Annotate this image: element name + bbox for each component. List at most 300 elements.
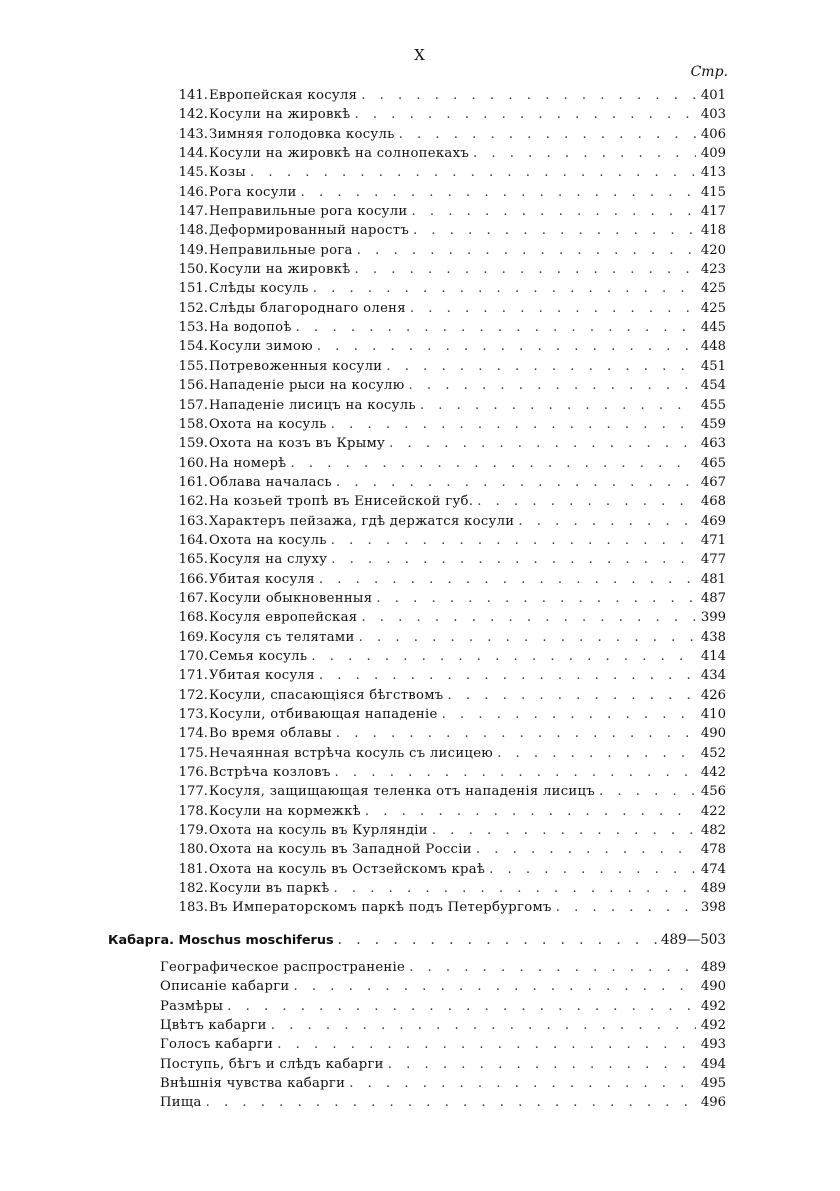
leader-dots bbox=[277, 1035, 696, 1054]
entry-line bbox=[209, 724, 726, 743]
leader-dots bbox=[412, 202, 697, 221]
leader-dots bbox=[497, 744, 696, 763]
entry-line bbox=[160, 977, 726, 996]
entry-number: 151. bbox=[178, 281, 208, 297]
entry-line bbox=[209, 531, 726, 550]
toc-entry bbox=[0, 666, 840, 685]
entry-number: 152. bbox=[178, 300, 208, 316]
subsection-page: 493 bbox=[700, 1037, 726, 1053]
entry-line bbox=[209, 550, 726, 569]
leader-dots bbox=[476, 840, 696, 859]
entry-number: 166. bbox=[178, 571, 208, 587]
subsection-page: 492 bbox=[700, 998, 726, 1014]
entry-number: 162. bbox=[178, 494, 208, 510]
entry-page: 406 bbox=[700, 126, 726, 142]
entry-title: Убитая косуля bbox=[209, 571, 315, 587]
toc-entry bbox=[0, 376, 840, 395]
leader-dots bbox=[313, 279, 696, 298]
entry-number: 146. bbox=[178, 184, 208, 200]
entry-line bbox=[209, 221, 726, 240]
leader-dots bbox=[335, 763, 696, 782]
entry-page: 465 bbox=[700, 455, 726, 471]
entry-line bbox=[209, 202, 726, 221]
subsection-page: 489 bbox=[700, 960, 726, 975]
entry-page: 478 bbox=[700, 842, 726, 858]
entry-title: На водопоѣ bbox=[209, 320, 292, 336]
leader-dots bbox=[355, 260, 696, 279]
entry-title: Неправильные рога bbox=[209, 242, 353, 258]
entry-title: Охота на косуль въ Остзейскомъ краѣ bbox=[209, 861, 486, 877]
entry-title: Косули на жировкѣ bbox=[209, 107, 351, 123]
entry-line bbox=[160, 1035, 726, 1054]
entry-number: 154. bbox=[178, 339, 208, 355]
toc-entry bbox=[0, 492, 840, 511]
entry-title: Рога косули bbox=[209, 184, 297, 200]
leader-dots bbox=[355, 105, 696, 124]
toc-entry bbox=[0, 705, 840, 724]
entry-number: 179. bbox=[178, 823, 208, 839]
entry-title: Во время облавы bbox=[209, 726, 332, 742]
leader-dots bbox=[556, 898, 696, 917]
illustration-list bbox=[0, 86, 840, 918]
leader-dots bbox=[413, 221, 696, 240]
entry-line bbox=[209, 318, 726, 337]
leader-dots bbox=[338, 930, 657, 950]
entry-number: 168. bbox=[178, 610, 208, 626]
entry-title: Охота на козъ въ Крыму bbox=[209, 436, 386, 452]
entry-line bbox=[209, 744, 726, 763]
entry-number: 160. bbox=[178, 455, 208, 471]
entry-line bbox=[209, 840, 726, 859]
entry-line bbox=[209, 686, 726, 705]
entry-page: 481 bbox=[700, 571, 726, 587]
entry-page: 401 bbox=[700, 88, 726, 103]
toc-entry bbox=[0, 337, 840, 356]
entry-line bbox=[209, 512, 726, 531]
entry-number: 169. bbox=[178, 629, 208, 645]
entry-line bbox=[209, 821, 726, 840]
leader-dots bbox=[386, 357, 696, 376]
entry-line bbox=[209, 802, 726, 821]
subsection-list bbox=[0, 958, 840, 1113]
entry-number: 171. bbox=[178, 668, 208, 684]
entry-number: 143. bbox=[178, 126, 208, 142]
leader-dots bbox=[477, 492, 696, 511]
entry-title: Косули на кормежкѣ bbox=[209, 803, 361, 819]
leader-dots bbox=[518, 512, 696, 531]
leader-dots bbox=[359, 628, 696, 647]
entry-line bbox=[209, 260, 726, 279]
leader-dots bbox=[331, 415, 696, 434]
entry-page: 398 bbox=[700, 900, 726, 916]
leader-dots bbox=[409, 958, 696, 977]
leader-dots bbox=[408, 376, 696, 395]
entry-line bbox=[160, 997, 726, 1016]
entry-number: 155. bbox=[178, 358, 208, 374]
entry-number: 182. bbox=[178, 881, 208, 897]
subsection-title: Поступь, бѣгъ и слѣдъ кабарги bbox=[160, 1056, 384, 1072]
subsection-title: Размѣры bbox=[160, 998, 224, 1014]
entry-page: 417 bbox=[700, 204, 726, 220]
toc-entry bbox=[0, 763, 840, 782]
toc-entry bbox=[0, 782, 840, 801]
entry-page: 456 bbox=[700, 784, 726, 800]
entry-page: 445 bbox=[700, 320, 726, 336]
entry-number: 180. bbox=[178, 842, 208, 858]
toc-entry bbox=[0, 183, 840, 202]
leader-dots bbox=[410, 299, 696, 318]
entry-line bbox=[209, 454, 726, 473]
entry-title: Косули въ паркѣ bbox=[209, 881, 330, 897]
toc-entry bbox=[0, 744, 840, 763]
entry-page: 414 bbox=[700, 648, 726, 664]
subsection-entry bbox=[0, 1074, 840, 1093]
toc-entry bbox=[0, 724, 840, 743]
entry-number: 156. bbox=[178, 378, 208, 394]
entry-line bbox=[160, 958, 726, 977]
entry-page: 468 bbox=[700, 494, 726, 510]
entry-title: Охота на косуль bbox=[209, 416, 327, 432]
subsection-title: Пища bbox=[160, 1095, 202, 1111]
leader-dots bbox=[361, 86, 696, 105]
entry-page: 425 bbox=[700, 300, 726, 316]
entry-page: 420 bbox=[700, 242, 726, 258]
entry-page: 422 bbox=[700, 803, 726, 819]
entry-line bbox=[209, 299, 726, 318]
toc-entry bbox=[0, 279, 840, 298]
entry-title: Слѣды благороднаго оленя bbox=[209, 300, 406, 316]
toc-entry bbox=[0, 105, 840, 124]
leader-dots bbox=[333, 879, 696, 898]
entry-page: 425 bbox=[700, 281, 726, 297]
entry-title: Слѣды косуль bbox=[209, 281, 309, 297]
entry-page: 477 bbox=[700, 552, 726, 568]
entry-title: На козьей тропѣ въ Енисейской губ. bbox=[209, 494, 474, 510]
entry-title: Косули обыкновенныя bbox=[209, 590, 373, 606]
leader-dots bbox=[365, 802, 696, 821]
entry-line bbox=[209, 183, 726, 202]
subsection-page: 492 bbox=[700, 1018, 726, 1034]
entry-title: Косули на жировкѣ bbox=[209, 262, 351, 278]
entry-page: 469 bbox=[700, 513, 726, 529]
entry-number: 170. bbox=[178, 648, 208, 664]
leader-dots bbox=[290, 454, 696, 473]
entry-page: 459 bbox=[700, 416, 726, 432]
leader-dots bbox=[420, 396, 696, 415]
toc-entry bbox=[0, 821, 840, 840]
leader-dots bbox=[296, 318, 696, 337]
entry-line bbox=[209, 898, 726, 917]
entry-title: Зимняя голодовка косуль bbox=[209, 126, 395, 142]
entry-title: Косуля, защищающая теленка отъ нападенія лисицъ bbox=[209, 784, 595, 800]
leader-dots bbox=[349, 1074, 696, 1093]
leader-dots bbox=[311, 647, 696, 666]
entry-line bbox=[209, 879, 726, 898]
toc-entry bbox=[0, 840, 840, 859]
entry-title: Встрѣча козловъ bbox=[209, 765, 331, 781]
toc-entry bbox=[0, 163, 840, 182]
entry-page: 442 bbox=[700, 765, 726, 781]
section-heading bbox=[108, 930, 726, 950]
entry-line bbox=[209, 705, 726, 724]
entry-number: 145. bbox=[178, 165, 208, 181]
entry-title: Косули, спасающіяся бѣгствомъ bbox=[209, 687, 444, 703]
toc-entry bbox=[0, 434, 840, 453]
leader-dots bbox=[227, 997, 696, 1016]
toc-entry bbox=[0, 512, 840, 531]
entry-page: 409 bbox=[700, 146, 726, 162]
leader-dots bbox=[271, 1016, 696, 1035]
toc-entry bbox=[0, 879, 840, 898]
entry-page: 487 bbox=[700, 590, 726, 606]
entry-line bbox=[209, 589, 726, 608]
entry-title: Охота на косуль въ Курляндіи bbox=[209, 823, 428, 839]
entry-title: Въ Императорскомъ паркѣ подъ Петербургомъ bbox=[209, 900, 552, 916]
entry-title: Характеръ пейзажа, гдѣ держатся косули bbox=[209, 513, 515, 529]
entry-page: 489 bbox=[700, 881, 726, 897]
entry-title: Убитая косуля bbox=[209, 668, 315, 684]
entry-number: 142. bbox=[178, 107, 208, 123]
toc-entry bbox=[0, 550, 840, 569]
entry-number: 141. bbox=[178, 88, 208, 103]
toc-entry bbox=[0, 415, 840, 434]
toc-entry bbox=[0, 202, 840, 221]
toc-entry bbox=[0, 299, 840, 318]
subsection-entry bbox=[0, 1093, 840, 1112]
entry-number: 175. bbox=[178, 745, 208, 761]
entry-number: 147. bbox=[178, 204, 208, 220]
entry-line bbox=[209, 570, 726, 589]
leader-dots bbox=[301, 183, 696, 202]
entry-title: Потревоженныя косули bbox=[209, 358, 383, 374]
toc-entry bbox=[0, 473, 840, 492]
entry-page: 451 bbox=[700, 358, 726, 374]
leader-dots bbox=[357, 241, 696, 260]
toc-entry bbox=[0, 860, 840, 879]
leader-dots bbox=[399, 125, 696, 144]
entry-page: 452 bbox=[700, 745, 726, 761]
entry-line bbox=[209, 782, 726, 801]
entry-number: 144. bbox=[178, 146, 208, 162]
entry-title: Косуля на слуху bbox=[209, 552, 328, 568]
leader-dots bbox=[473, 144, 696, 163]
entry-page: 434 bbox=[700, 668, 726, 684]
entry-number: 176. bbox=[178, 765, 208, 781]
entry-number: 157. bbox=[178, 397, 208, 413]
toc-entry bbox=[0, 86, 840, 105]
subsection-page: 495 bbox=[700, 1076, 726, 1092]
entry-line bbox=[160, 1093, 726, 1112]
entry-number: 167. bbox=[178, 590, 208, 606]
entry-title: Косуля съ телятами bbox=[209, 629, 355, 645]
entry-line bbox=[209, 376, 726, 395]
entry-line bbox=[209, 86, 726, 105]
entry-title: Косули на жировкѣ на солнопекахъ bbox=[209, 146, 470, 162]
entry-line bbox=[160, 1074, 726, 1093]
subsection-title: Цвѣтъ кабарги bbox=[160, 1018, 267, 1034]
entry-page: 467 bbox=[700, 474, 726, 490]
entry-line bbox=[160, 1016, 726, 1035]
leader-dots bbox=[250, 163, 696, 182]
entry-title: Деформированный наростъ bbox=[209, 223, 410, 239]
entry-page: 413 bbox=[700, 165, 726, 181]
entry-page: 403 bbox=[700, 107, 726, 123]
toc-entry bbox=[0, 686, 840, 705]
entry-number: 159. bbox=[178, 436, 208, 452]
subsection-entry bbox=[0, 997, 840, 1016]
leader-dots bbox=[336, 724, 696, 743]
entry-line bbox=[209, 357, 726, 376]
entry-line bbox=[209, 241, 726, 260]
subsection-title: Голосъ кабарги bbox=[160, 1037, 274, 1053]
subsection-page: 496 bbox=[700, 1095, 726, 1111]
entry-page: 426 bbox=[700, 687, 726, 703]
subsection-page: 494 bbox=[700, 1056, 726, 1072]
subsection-entry bbox=[0, 958, 840, 977]
toc-entry bbox=[0, 589, 840, 608]
entry-page: 482 bbox=[700, 823, 726, 839]
entry-line bbox=[209, 125, 726, 144]
entry-title: Косули зимою bbox=[209, 339, 313, 355]
entry-page: 455 bbox=[700, 397, 726, 413]
entry-title: Охота на косуль bbox=[209, 532, 327, 548]
leader-dots bbox=[331, 550, 696, 569]
entry-line bbox=[209, 279, 726, 298]
toc-entry bbox=[0, 125, 840, 144]
entry-line bbox=[209, 628, 726, 647]
entry-title: Семья косуль bbox=[209, 648, 308, 664]
entry-number: 183. bbox=[178, 900, 208, 916]
leader-dots bbox=[319, 570, 696, 589]
entry-line bbox=[209, 396, 726, 415]
entry-page: 490 bbox=[700, 726, 726, 742]
leader-dots bbox=[448, 686, 697, 705]
toc-entry bbox=[0, 531, 840, 550]
leader-dots bbox=[388, 1055, 696, 1074]
entry-title: Косуля европейская bbox=[209, 610, 358, 626]
entry-number: 181. bbox=[178, 861, 208, 877]
leader-dots bbox=[206, 1093, 696, 1112]
entry-title: Козы bbox=[209, 165, 247, 181]
toc-entry bbox=[0, 608, 840, 627]
entry-number: 178. bbox=[178, 803, 208, 819]
entry-line bbox=[160, 1055, 726, 1074]
entry-line bbox=[209, 608, 726, 627]
leader-dots bbox=[599, 782, 696, 801]
entry-number: 172. bbox=[178, 687, 208, 703]
subsection-entry bbox=[0, 1055, 840, 1074]
entry-title: На номерѣ bbox=[209, 455, 287, 471]
subsection-title: Внѣшнія чувства кабарги bbox=[160, 1076, 346, 1092]
entry-title: Нападеніе лисицъ на косуль bbox=[209, 397, 416, 413]
entry-line bbox=[209, 337, 726, 356]
subsection-entry bbox=[0, 977, 840, 996]
toc-entry bbox=[0, 647, 840, 666]
entry-line bbox=[209, 763, 726, 782]
entry-page: 399 bbox=[700, 610, 726, 626]
entry-page: 471 bbox=[700, 532, 726, 548]
toc-entry bbox=[0, 396, 840, 415]
entry-page: 463 bbox=[700, 436, 726, 452]
entry-number: 148. bbox=[178, 223, 208, 239]
toc-entry bbox=[0, 241, 840, 260]
entry-number: 164. bbox=[178, 532, 208, 548]
section-title: Кабарга. Moschus moschiferus bbox=[108, 933, 334, 948]
entry-line bbox=[209, 434, 726, 453]
entry-line bbox=[209, 666, 726, 685]
leader-dots bbox=[442, 705, 696, 724]
entry-line bbox=[209, 473, 726, 492]
leader-dots bbox=[389, 434, 696, 453]
entry-page: 410 bbox=[700, 707, 726, 722]
entry-number: 150. bbox=[178, 262, 208, 278]
toc-entry bbox=[0, 802, 840, 821]
subsection-page: 490 bbox=[700, 979, 726, 995]
page-number: X bbox=[414, 46, 426, 64]
entry-number: 158. bbox=[178, 416, 208, 432]
entry-page: 474 bbox=[700, 861, 726, 877]
leader-dots bbox=[489, 860, 696, 879]
entry-title: Европейская косуля bbox=[209, 88, 358, 103]
entry-page: 418 bbox=[700, 223, 726, 239]
entry-title: Нечаянная встрѣча косуль съ лисицею bbox=[209, 745, 494, 761]
entry-title: Неправильные рога косули bbox=[209, 204, 408, 220]
toc-entry bbox=[0, 898, 840, 917]
entry-title: Нападеніе рыси на косулю bbox=[209, 378, 405, 394]
entry-line bbox=[209, 860, 726, 879]
entry-number: 165. bbox=[178, 552, 208, 568]
section-pages: 489—503 bbox=[660, 932, 726, 948]
entry-line bbox=[209, 492, 726, 511]
toc-entry bbox=[0, 357, 840, 376]
entry-page: 423 bbox=[700, 262, 726, 278]
subsection-title: Описаніе кабарги bbox=[160, 979, 290, 995]
toc-entry bbox=[0, 454, 840, 473]
leader-dots bbox=[319, 666, 696, 685]
toc-entry bbox=[0, 628, 840, 647]
leader-dots bbox=[361, 608, 696, 627]
toc-entry bbox=[0, 570, 840, 589]
toc-entry bbox=[0, 144, 840, 163]
leader-dots bbox=[336, 473, 696, 492]
entry-number: 163. bbox=[178, 513, 208, 529]
entry-number: 173. bbox=[178, 707, 208, 722]
subsection-entry bbox=[0, 1016, 840, 1035]
subsection-entry bbox=[0, 1035, 840, 1054]
leader-dots bbox=[294, 977, 697, 996]
entry-number: 177. bbox=[178, 784, 208, 800]
entry-page: 415 bbox=[700, 184, 726, 200]
entry-line bbox=[209, 105, 726, 124]
entry-line bbox=[209, 415, 726, 434]
entry-page: 454 bbox=[700, 378, 726, 394]
entry-title: Облава началась bbox=[209, 474, 333, 490]
entry-title: Косули, отбивающая нападеніе bbox=[209, 707, 438, 722]
entry-number: 161. bbox=[178, 474, 208, 490]
subsection-title: Географическое распространеніе bbox=[160, 960, 406, 975]
toc-entry bbox=[0, 318, 840, 337]
leader-dots bbox=[331, 531, 696, 550]
leader-dots bbox=[432, 821, 696, 840]
entry-line bbox=[209, 163, 726, 182]
page-column-label: Стр. bbox=[690, 64, 728, 80]
entry-line bbox=[209, 144, 726, 163]
entry-number: 153. bbox=[178, 320, 208, 336]
leader-dots bbox=[317, 337, 696, 356]
entry-page: 448 bbox=[700, 339, 726, 355]
leader-dots bbox=[376, 589, 696, 608]
entry-title: Охота на косуль въ Западной Россіи bbox=[209, 842, 472, 858]
